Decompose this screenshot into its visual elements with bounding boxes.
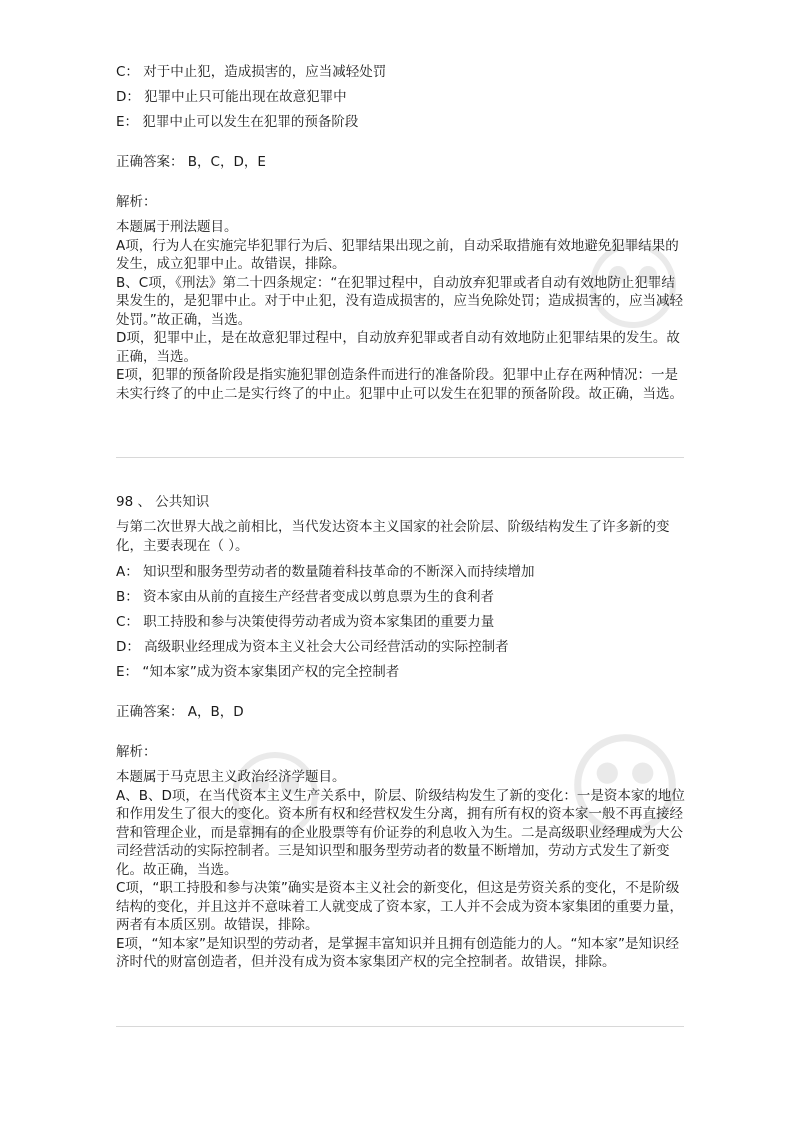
divider (116, 1026, 684, 1027)
option-e: E： “知本家”成为资本家集团产权的完全控制者 (116, 664, 400, 680)
analysis-paragraph: 本题属于刑法题目。 (116, 219, 238, 235)
option-b: B： 资本家由从前的直接生产经营者变成以剪息票为生的食利者 (116, 589, 495, 605)
option-c: C： 对于中止犯，造成损害的，应当减轻处罚 (116, 64, 387, 80)
analysis-paragraph: E项，“知本家”是知识型的劳动者，是掌握丰富知识并且拥有创造能力的人。“知本家”是知识经济时代的财富创造者，但并没有成为资本家集团产权的完全控制者。故错误，排除。 (116, 935, 680, 970)
analysis-paragraph: C项，“职工持股和参与决策”确实是资本主义社会的新变化，但这是劳资关系的变化，不是阶级结构的变化，并且这并不意味着工人就变成了资本家，工人并不会成为资本家集团的重要力量，两者有本质区别。故错误，排除。 (116, 880, 683, 933)
analysis-text (116, 218, 688, 403)
analysis-text (116, 768, 688, 972)
analysis-paragraph: D项，犯罪中止，是在故意犯罪过程中，自动放弃犯罪或者自动有效地防止犯罪结果的发生。故正确，当选。 (116, 330, 680, 365)
option-d: D： 犯罪中止只可能出现在故意犯罪中 (116, 89, 347, 105)
correct-answer: 正确答案： A，B，D (116, 704, 244, 720)
option-c: C： 职工持股和参与决策使得劳动者成为资本家集团的重要力量 (116, 614, 495, 630)
option-e: E： 犯罪中止可以发生在犯罪的预备阶段 (116, 114, 359, 130)
analysis-paragraph: A、B、D项，在当代资本主义生产关系中，阶层、阶级结构发生了新的变化：一是资本家的地位和作用发生了很大的变化。资本所有权和经营权发生分离，拥有所有权的资本家一般不再直接经营和管理企业，而是靠拥有的企业股票等有价证券的利息收入为生。二是高级职业经理成为大公司经营活动的实际控制者。三是知识型和服务型劳动者的数量不断增加，劳动方式发生了新变化。故正确，当选。 (116, 787, 685, 878)
question-stem: 与第二次世界大战之前相比，当代发达资本主义国家的社会阶层、阶级结构发生了许多新的变化，主要表现在（ ）。 (116, 519, 670, 554)
option-a: A： 知识型和服务型劳动者的数量随着科技革命的不断深入而持续增加 (116, 564, 535, 580)
question-header: 98 、 公共知识 (116, 494, 210, 510)
option-d: D： 高级职业经理成为资本主义社会大公司经营活动的实际控制者 (116, 639, 509, 655)
divider (116, 457, 684, 458)
analysis-paragraph: B、C项，《刑法》第二十四条规定：“在犯罪过程中，自动放弃犯罪或者自动有效地防止犯罪结果发生的，是犯罪中止。对于中止犯，没有造成损害的，应当免除处罚；造成损害的，应当减轻处罚。”故正确，当选。 (116, 274, 683, 328)
analysis-label: 解析： (116, 194, 157, 210)
analysis-paragraph: A项，行为人在实施完毕犯罪行为后、犯罪结果出现之前，自动采取措施有效地避免犯罪结果的发生，成立犯罪中止。故错误，排除。 (116, 237, 679, 272)
analysis-label: 解析： (116, 744, 157, 760)
analysis-paragraph: 本题属于马克思主义政治经济学题目。 (116, 769, 346, 785)
correct-answer: 正确答案： B，C，D，E (116, 154, 266, 170)
analysis-paragraph: E项，犯罪的预备阶段是指实施犯罪创造条件而进行的准备阶段。犯罪中止存在两种情况：一是未实行终了的中止二是实行终了的中止。犯罪中止可以发生在犯罪的预备阶段。故正确，当选。 (116, 367, 683, 402)
